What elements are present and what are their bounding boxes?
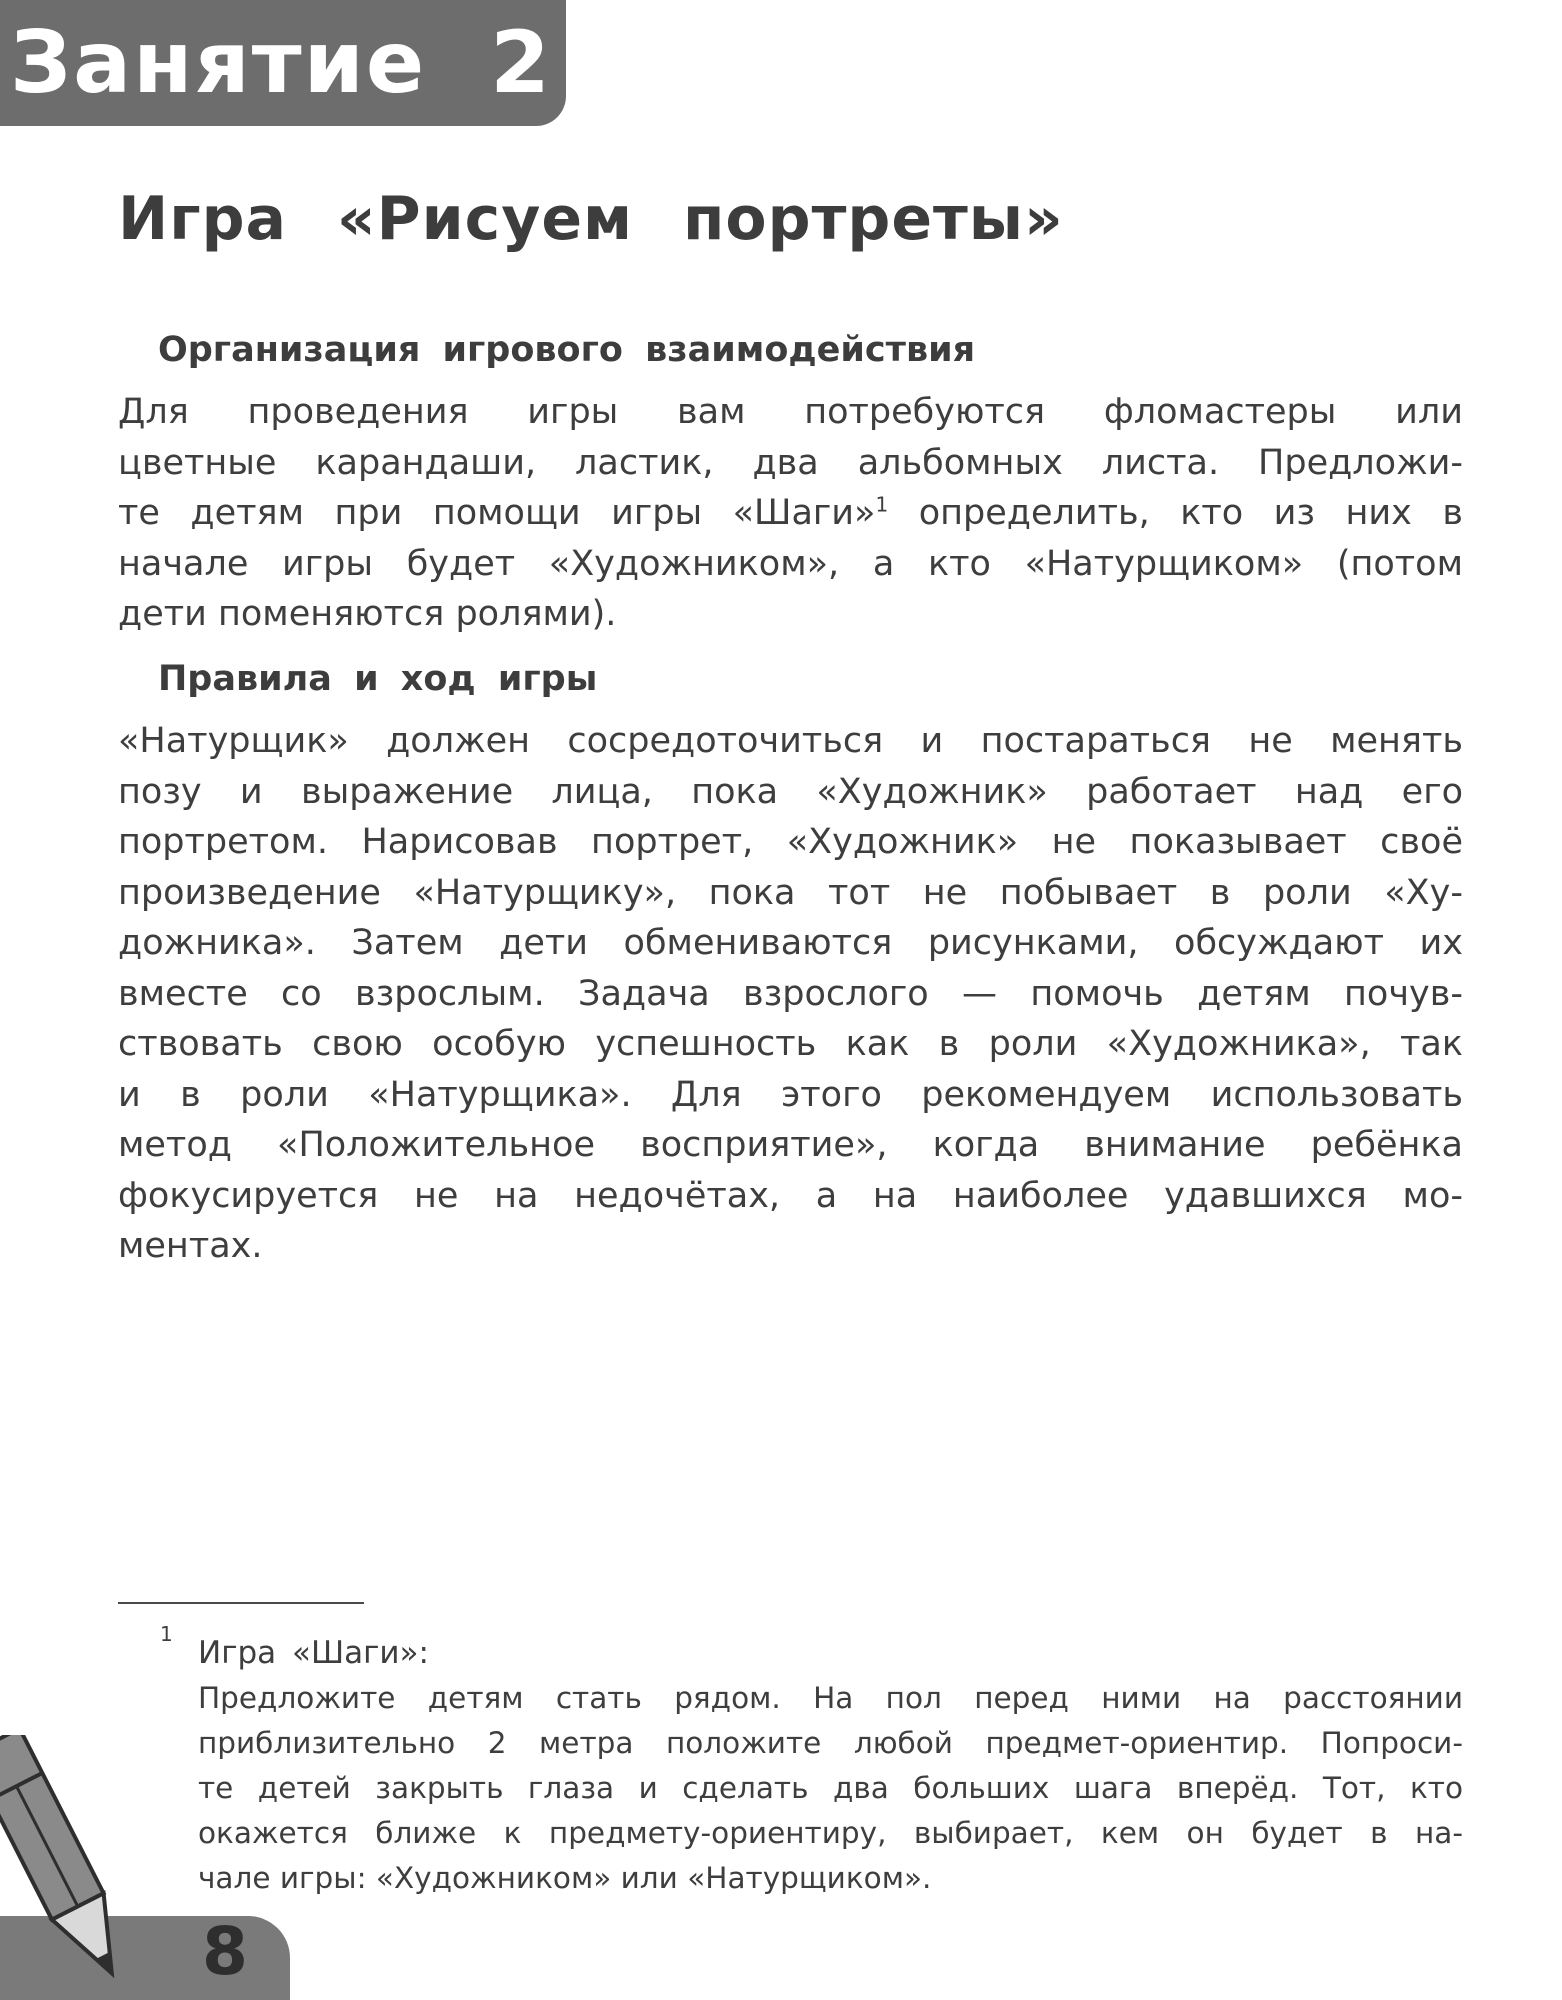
text-line: начале игры будет «Художником», а кто «Натурщиком» (потом: [118, 543, 1463, 584]
lesson-label: Занятие 2: [0, 0, 566, 126]
footnote-reference[interactable]: 1: [875, 492, 889, 517]
text-line: ментах.: [118, 1226, 263, 1266]
text-line: дожника». Затем дети обмениваются рисунками, обсуждают их: [118, 923, 1463, 963]
footnote-body: [198, 1676, 1463, 1901]
footnote-title: Игра «Шаги»:: [198, 1635, 429, 1671]
text-line: фокусируется не на недочётах, а на наиболее удавшихся мо-: [118, 1175, 1463, 1216]
text-line: [118, 488, 1463, 539]
text-line: позу и выражение лица, пока «Художник» работает над его: [118, 771, 1463, 812]
text-line: «Натурщик» должен сосредоточиться и постараться не менять: [118, 721, 1463, 761]
page-title: Игра «Рисуем портреты»: [118, 184, 1064, 254]
text-line: и в роли «Натурщика». Для этого рекомендуем использовать: [118, 1074, 1463, 1115]
section-heading-rules: Правила и ход игры: [158, 659, 598, 699]
text-line: метод «Положительное восприятие», когда внимание ребёнка: [118, 1125, 1463, 1165]
footnote-line: окажется ближе к предмету-ориентиру, выбирает, кем он будет в на-: [198, 1816, 1463, 1850]
text-line: дети поменяются ролями).: [118, 594, 617, 634]
page-number: 8: [202, 1913, 248, 1990]
footnote-divider: [118, 1602, 364, 1604]
footnote-line: чале игры: «Художником» или «Натурщиком».: [198, 1861, 932, 1895]
footnote-line: Предложите детям стать рядом. На пол перед ними на расстоянии: [198, 1681, 1463, 1715]
pencil-icon: [0, 1735, 150, 2000]
text-line: произведение «Натурщику», пока тот не побывает в роли «Ху-: [118, 872, 1463, 913]
footnote-line: приблизительно 2 метра положите любой предмет-ориентир. Попроси-: [198, 1726, 1463, 1760]
text-line: вместе со взрослым. Задача взрослого — помочь детям почув-: [118, 973, 1463, 1014]
text-fragment: те детям при помощи игры «Шаги»: [118, 493, 876, 533]
text-line: Для проведения игры вам потребуются фломастеры или: [118, 392, 1463, 432]
text-line: цветные карандаши, ластик, два альбомных листа. Предложи-: [118, 442, 1463, 483]
text-line: портретом. Нарисовав портрет, «Художник» не показывает своё: [118, 822, 1463, 862]
footnote-line: те детей закрыть глаза и сделать два больших шага вперёд. Тот, кто: [198, 1771, 1463, 1805]
paragraph-rules: [118, 716, 1463, 1272]
text-fragment: определить, кто из них в: [918, 493, 1463, 533]
section-heading-organization: Организация игрового взаимодействия: [158, 330, 976, 370]
text-line: ствовать свою особую успешность как в роли «Художника», так: [118, 1024, 1463, 1064]
paragraph-organization: [118, 387, 1463, 640]
